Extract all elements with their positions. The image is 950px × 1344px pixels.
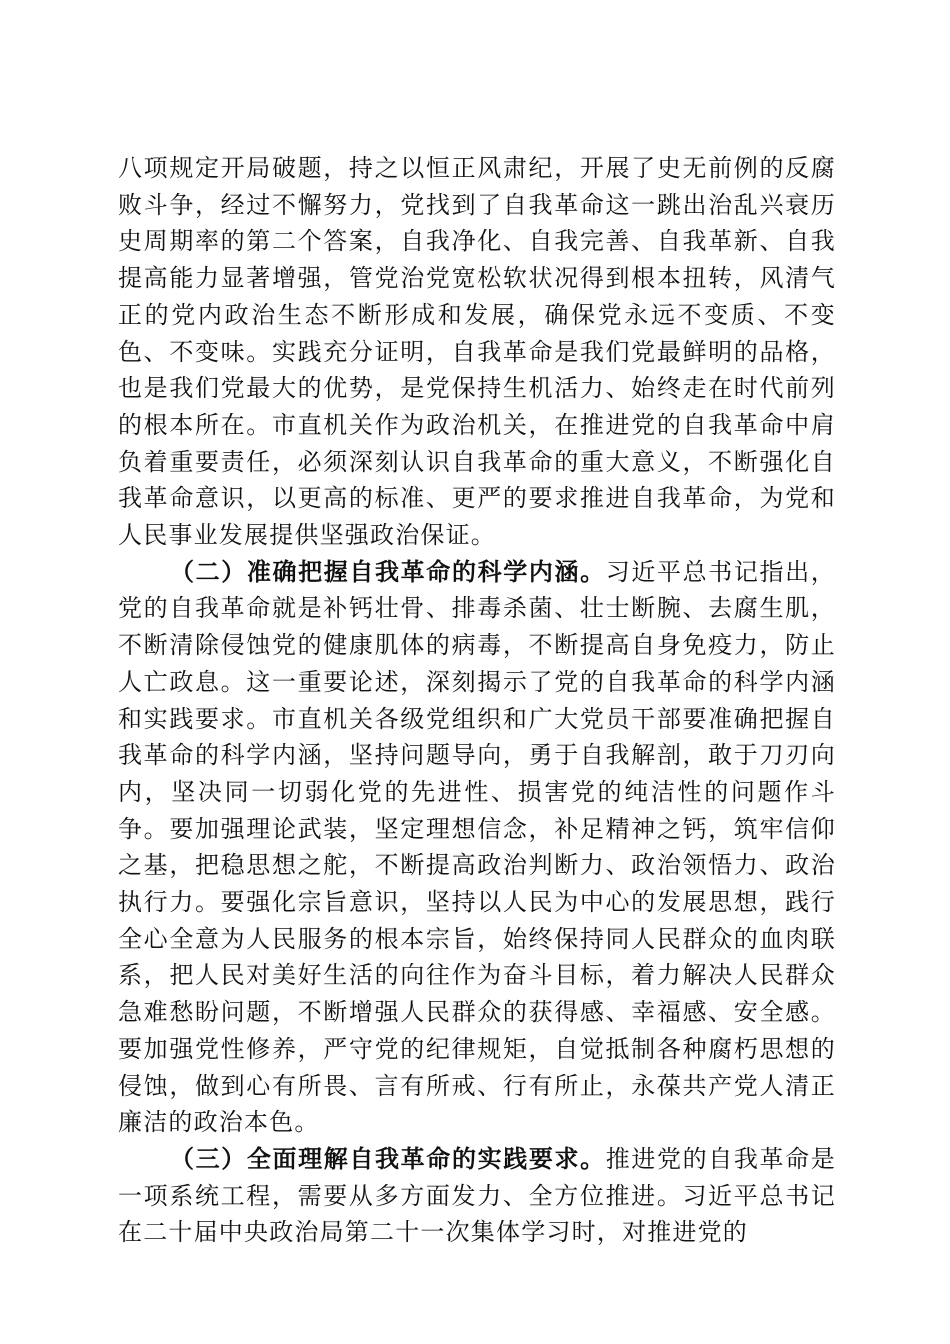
paragraph-continuation: 八项规定开局破题，持之以恒正风肃纪，开展了史无前例的反腐败斗争，经过不懈努力，党找到了自我革命这一跳出治乱兴衰历史周期率的第二个答案，自我净化、自我完善、自我革新、自我提高能力显著增强，管党治党宽松软状况得到根本扭转，风清气正的党内政治生态不断形成和发展，确保党永远不变质、不变色、不变味。实践充分证明，自我革命是我们党最鲜明的品格，也是我们党最大的优势，是党保持生机活力、始终走在时代前列的根本所在。市直机关作为政治机关，在推进党的自我革命中肩负着重要责任，必须深刻认识自我革命的重大意义，不断强化自我革命意识，以更高的标准、更严的要求推进自我革命，为党和人民事业发展提供坚强政治保证。 xyxy=(118,154,836,550)
section-2-body: 习近平总书记指出，党的自我革命就是补钙壮骨、排毒杀菌、壮士断腕、去腐生肌，不断清除侵蚀党的健康肌体的病毒，不断提高自身免疫力，防止人亡政息。这一重要论述，深刻揭示了党的自我革命的科学内涵和实践要求。市直机关各级党组织和广大党员干部要准确把握自我革命的科学内涵，坚持问题导向，勇于自我解剖，敢于刀刃向内，坚决同一切弱化党的先进性、损害党的纯洁性的问题作斗争。要加强理论武装，坚定理想信念，补足精神之钙，筑牢信仰之基，把稳思想之舵，不断提高政治判断力、政治领悟力、政治执行力。要强化宗旨意识，坚持以人民为中心的发展思想，践行全心全意为人民服务的根本宗旨，始终保持同人民群众的血肉联系，把人民对美好生活的向往作为奋斗目标，着力解决人民群众急难愁盼问题，不断增强人民群众的获得感、幸福感、安全感。要加强党性修养，严守党的纪律规矩，自觉抵制各种腐朽思想的侵蚀，做到心有所畏、言有所戒、行有所止，永葆共产党人清正廉洁的政治本色。 xyxy=(118,557,836,1137)
section-2-paragraph xyxy=(118,554,836,1141)
section-3-paragraph xyxy=(118,1141,836,1251)
section-3-heading: （三）全面理解自我革命的实践要求。 xyxy=(170,1143,606,1173)
document-page xyxy=(118,150,836,1251)
section-3-body: 推进党的自我革命是一项系统工程，需要从多方面发力、全方位推进。习近平总书记在二十届中央政治局第二十一次集体学习时，对推进党的 xyxy=(118,1144,836,1247)
section-2-heading: （二）准确把握自我革命的科学内涵。 xyxy=(170,556,606,586)
